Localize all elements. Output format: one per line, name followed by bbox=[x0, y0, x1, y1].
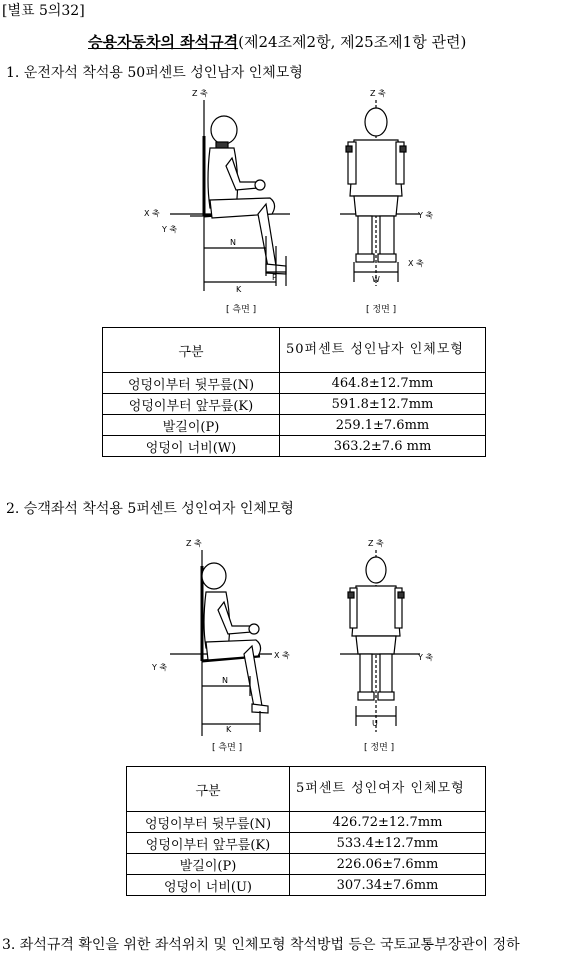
table-row bbox=[103, 415, 486, 436]
document-title bbox=[88, 31, 466, 52]
female-dummy-figure bbox=[140, 536, 440, 756]
u-label-front: U bbox=[372, 719, 378, 728]
y-axis-label-side: Y 축 bbox=[162, 225, 178, 234]
document-header: [별표 5의32] bbox=[2, 3, 85, 19]
table1-col2-header: 50퍼센트 성인남자 인체모형 bbox=[280, 328, 486, 373]
x-axis-label-side: X 축 bbox=[144, 209, 160, 218]
table-row bbox=[127, 833, 486, 854]
table2-col2-header: 5퍼센트 성인여자 인체모형 bbox=[290, 767, 486, 812]
section3-text: 3. 좌석규격 확인을 위한 좌석위치 및 인체모형 착석방법 등은 국토교통부장관이 정하 bbox=[2, 937, 520, 953]
table2-col1-header: 구분 bbox=[127, 767, 290, 812]
x-axis-label-side: X 축 bbox=[274, 651, 290, 660]
row-value: 533.4±12.7mm bbox=[290, 833, 486, 854]
row-label: 엉덩이부터 뒷무릎(N) bbox=[127, 812, 290, 833]
side-view-label: [ 측면 ] bbox=[212, 743, 243, 753]
row-value: 363.2±7.6 mm bbox=[280, 436, 486, 457]
z-axis-label-front: Z 축 bbox=[370, 89, 386, 98]
y-axis-label-front: Y 축 bbox=[418, 211, 434, 220]
front-view-label: [ 정면 ] bbox=[366, 305, 397, 315]
table1-col1-header: 구분 bbox=[103, 328, 280, 373]
n-label-side: N bbox=[222, 676, 228, 685]
w-label-front: W bbox=[372, 275, 380, 284]
row-value: 259.1±7.6mm bbox=[280, 415, 486, 436]
front-view-label: [ 정면 ] bbox=[364, 743, 395, 753]
table-row bbox=[127, 875, 486, 896]
y-axis-label-front: Y 축 bbox=[418, 653, 434, 662]
x-axis-label-front: X 축 bbox=[408, 259, 424, 268]
male-dummy-figure bbox=[140, 86, 440, 318]
female-dummy-table bbox=[126, 766, 486, 896]
row-value: 226.06±7.6mm bbox=[290, 854, 486, 875]
section2-heading: 2. 승객좌석 착석용 5퍼센트 성인여자 인체모형 bbox=[6, 501, 294, 517]
title-sub: (제24조제2항, 제25조제1항 관련) bbox=[238, 33, 467, 51]
table-row bbox=[103, 436, 486, 457]
table-row bbox=[103, 394, 486, 415]
table-row bbox=[127, 854, 486, 875]
row-label: 엉덩이 너비(U) bbox=[127, 875, 290, 896]
row-label: 엉덩이 너비(W) bbox=[103, 436, 280, 457]
row-label: 발길이(P) bbox=[127, 854, 290, 875]
row-value: 591.8±12.7mm bbox=[280, 394, 486, 415]
row-value: 464.8±12.7mm bbox=[280, 373, 486, 394]
k-label-side: K bbox=[236, 285, 242, 294]
title-main: 승용자동차의 좌석규격 bbox=[88, 33, 239, 51]
row-label: 엉덩이부터 앞무릎(K) bbox=[127, 833, 290, 854]
p-label-side: P bbox=[272, 273, 277, 282]
z-axis-label-side: Z 축 bbox=[186, 539, 202, 548]
table-row bbox=[103, 373, 486, 394]
z-axis-label-side: Z 축 bbox=[192, 89, 208, 98]
n-label-side: N bbox=[230, 238, 236, 247]
male-dummy-table bbox=[102, 327, 486, 457]
section1-heading: 1. 운전자석 착석용 50퍼센트 성인남자 인체모형 bbox=[6, 65, 303, 81]
table-row bbox=[127, 812, 486, 833]
row-label: 발길이(P) bbox=[103, 415, 280, 436]
side-view-label: [ 측면 ] bbox=[226, 305, 257, 315]
y-axis-label-side: Y 축 bbox=[152, 663, 168, 672]
k-label-side: K bbox=[226, 725, 232, 734]
z-axis-label-front: Z 축 bbox=[368, 539, 384, 548]
row-value: 426.72±12.7mm bbox=[290, 812, 486, 833]
row-label: 엉덩이부터 뒷무릎(N) bbox=[103, 373, 280, 394]
row-label: 엉덩이부터 앞무릎(K) bbox=[103, 394, 280, 415]
row-value: 307.34±7.6mm bbox=[290, 875, 486, 896]
